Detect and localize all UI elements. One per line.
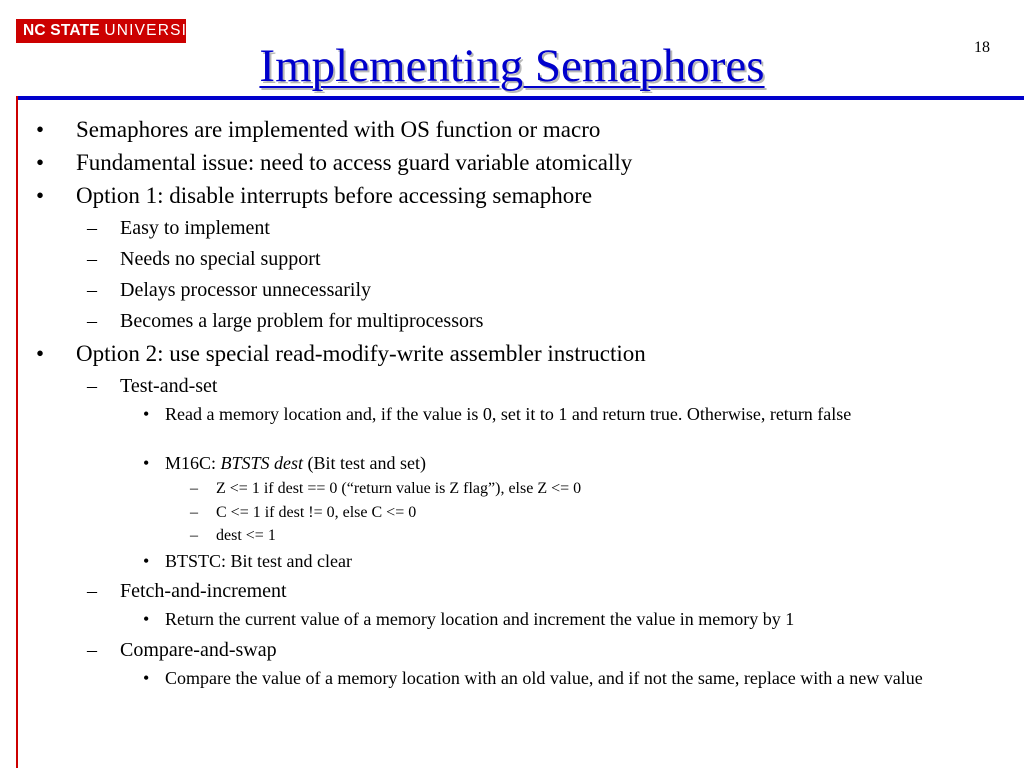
sub-bullet-text: Fetch-and-increment: [120, 580, 287, 602]
bullet-text: Option 1: disable interrupts before accessing semaphore: [76, 183, 593, 208]
dash-mark: –: [87, 248, 97, 270]
sub-bullet-text: Easy to implement: [120, 217, 270, 239]
detail-sub-text: C <= 1 if dest != 0, else C <= 0: [216, 504, 417, 521]
detail-suffix: (Bit test and set): [303, 453, 427, 473]
dash-mark: –: [87, 639, 97, 661]
bullet-mark: •: [143, 453, 150, 473]
instruction-code: BTSTS dest: [220, 453, 304, 473]
detail-text: Return the current value of a memory location and increment the value in memory by 1: [165, 609, 795, 629]
bullet-mark: •: [143, 551, 150, 571]
page-number: 18: [974, 39, 990, 56]
bullet-text: Fundamental issue: need to access guard variable atomically: [76, 150, 633, 175]
bullet-mark: •: [36, 341, 45, 366]
bullet-mark: •: [36, 183, 45, 208]
detail-sub-text: Z <= 1 if dest == 0 (“return value is Z flag”), else Z <= 0: [216, 480, 582, 497]
logo-text-light: UNIVERSITY: [104, 22, 210, 39]
detail-text: Compare the value of a memory location with an old value, and if not the same, replace with a new value: [165, 668, 923, 688]
bullet-mark: •: [143, 404, 150, 424]
bullet-text: Option 2: use special read-modify-write assembler instruction: [76, 341, 646, 366]
bullet-mark: •: [36, 150, 45, 175]
dash-mark: –: [87, 310, 97, 332]
sub-bullet-text: Becomes a large problem for multiprocessors: [120, 310, 484, 332]
dash-mark: –: [87, 375, 97, 397]
dash-mark: –: [190, 504, 198, 521]
sub-bullet-text: Compare-and-swap: [120, 639, 277, 661]
detail-text: Read a memory location and, if the value is 0, set it to 1 and return true. Otherwise, return false: [165, 404, 852, 424]
bullet-text: Semaphores are implemented with OS function or macro: [76, 117, 601, 142]
dash-mark: –: [190, 480, 198, 497]
bullet-mark: •: [36, 117, 45, 142]
detail-text: [165, 453, 1005, 474]
slide-title: Implementing Semaphores: [259, 40, 765, 92]
detail-text: BTSTC: Bit test and clear: [165, 551, 352, 571]
sub-bullet-text: Test-and-set: [120, 375, 218, 397]
sub-bullet-text: Delays processor unnecessarily: [120, 279, 372, 301]
bullet-mark: •: [143, 668, 150, 688]
bullet-mark: •: [143, 609, 150, 629]
dash-mark: –: [87, 279, 97, 301]
sub-bullet-text: Needs no special support: [120, 248, 321, 270]
detail-prefix: M16C:: [165, 453, 221, 473]
dash-mark: –: [87, 580, 97, 602]
logo-text-bold: NC STATE: [23, 22, 100, 39]
dash-mark: –: [190, 527, 198, 544]
dash-mark: –: [87, 217, 97, 239]
detail-sub-text: dest <= 1: [216, 527, 276, 544]
